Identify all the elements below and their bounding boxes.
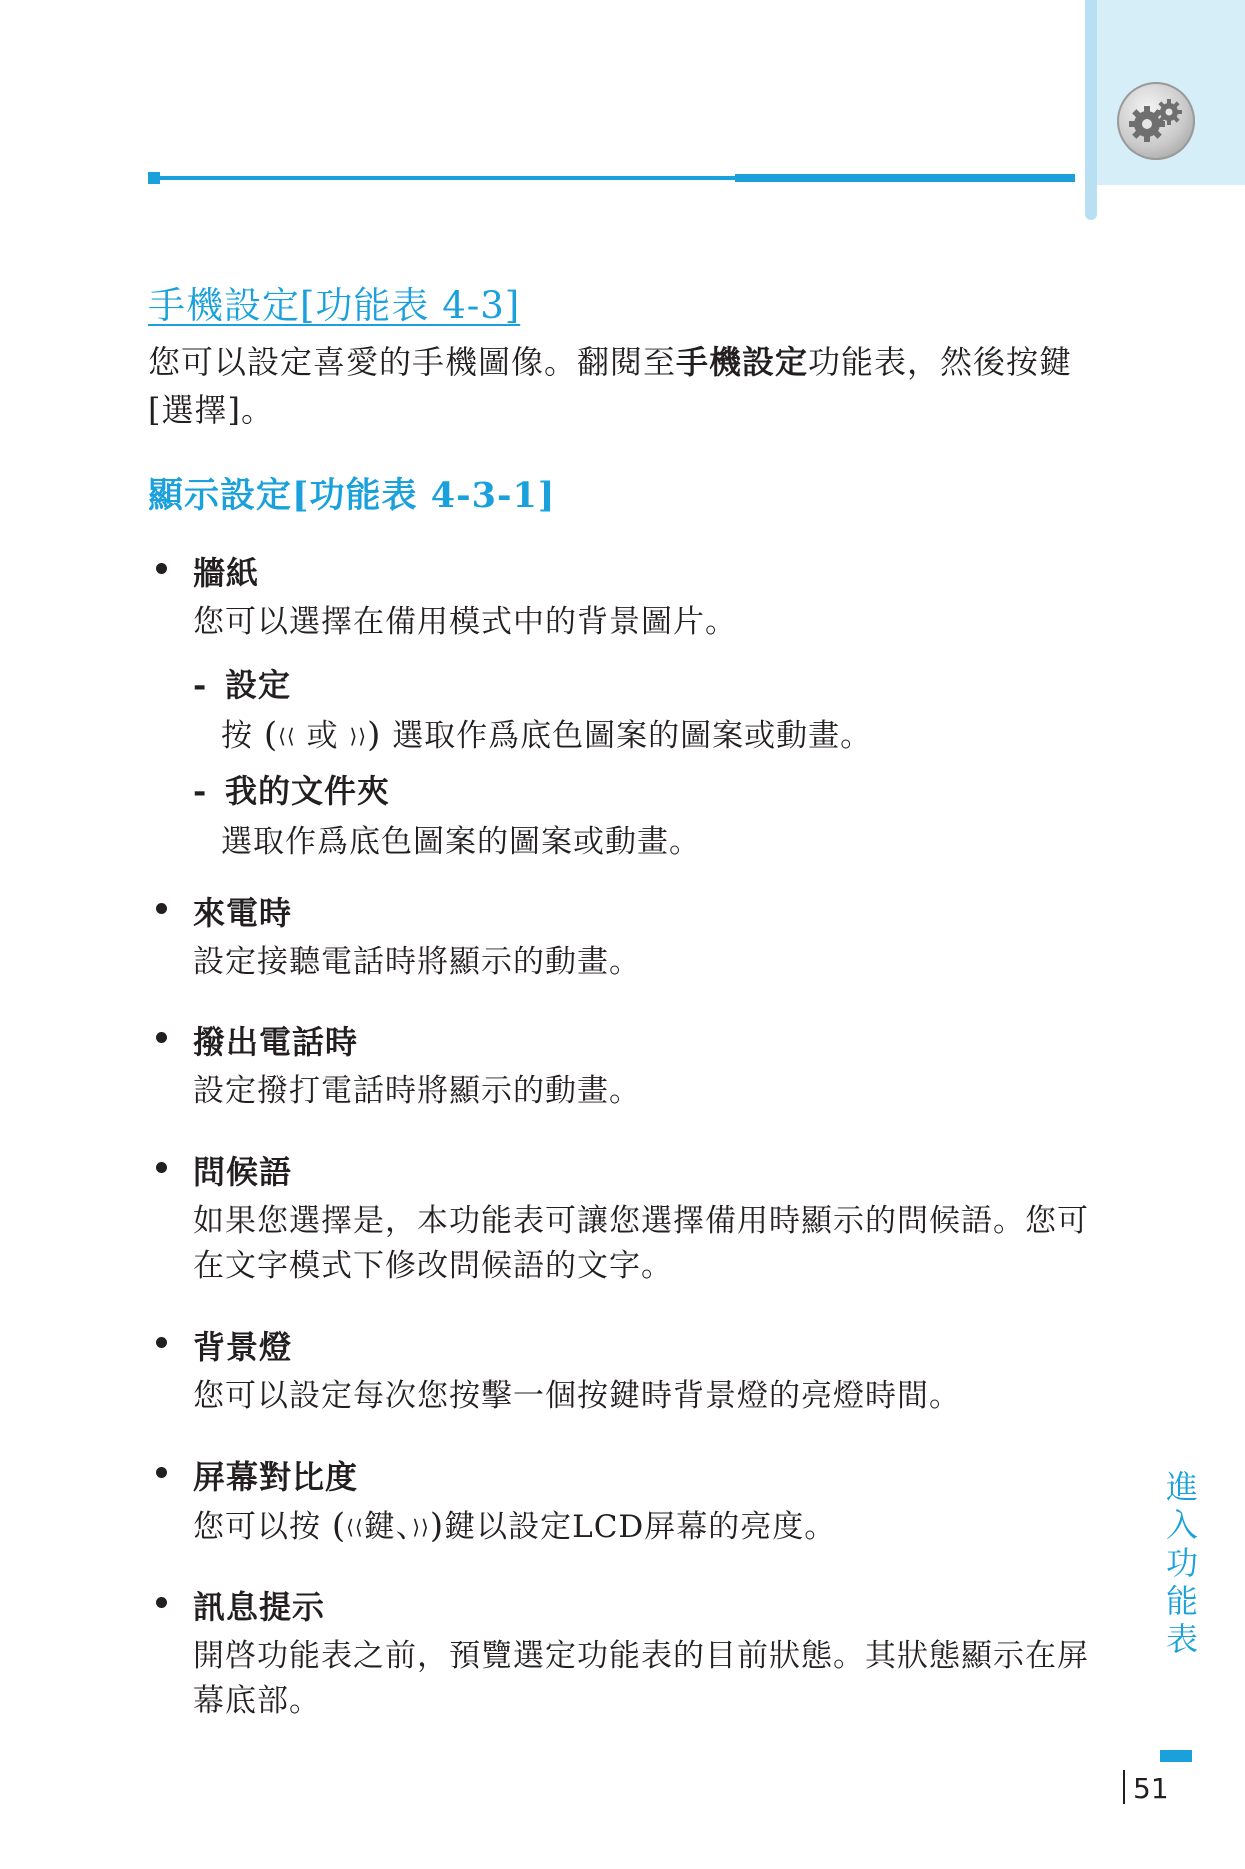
item-title: 撥出電話時 bbox=[193, 1023, 359, 1061]
nav-right-key-icon: ⟩⟩ bbox=[412, 1515, 430, 1539]
bullet bbox=[156, 1467, 167, 1478]
corner-tab-edge bbox=[1085, 0, 1097, 220]
nav-left-key-icon: ⟨⟨ bbox=[346, 1515, 364, 1539]
gear-icon bbox=[1117, 82, 1195, 160]
intro-bold: 手機設定 bbox=[676, 343, 809, 381]
bullet bbox=[156, 1032, 167, 1043]
nav-right-key-icon: ⟩⟩ bbox=[349, 724, 368, 748]
item-desc: 設定接聽電話時將顯示的動畫。 bbox=[193, 944, 641, 980]
bullet bbox=[156, 1162, 167, 1173]
item-desc: 如果您選擇是，本功能表可讓您選擇備用時顯示的問候語。您可在文字模式下修改問候語的文字。 bbox=[193, 1203, 1089, 1284]
sub-item-my-folder bbox=[193, 766, 1093, 860]
page-number-bar bbox=[1160, 1750, 1192, 1762]
bullet bbox=[156, 903, 167, 914]
page-number: 51 bbox=[1133, 1772, 1169, 1805]
sub-item-title bbox=[193, 660, 1093, 706]
dash: - bbox=[193, 666, 208, 704]
intro-suffix: 功能表，然後按鍵 [選擇]。 bbox=[148, 343, 1073, 429]
sep-text: 鍵、 bbox=[363, 1509, 413, 1545]
item-desc: 您可以設定每次您按擊一個按鍵時背景燈的亮燈時間。 bbox=[193, 1378, 961, 1414]
item-title: 問候語 bbox=[193, 1153, 293, 1191]
section-title: 手機設定[功能表 4-3] bbox=[148, 284, 521, 327]
section-intro bbox=[148, 338, 1108, 434]
item-desc: 開啓功能表之前，預覽選定功能表的目前狀態。其狀態顯示在屏幕底部。 bbox=[193, 1638, 1089, 1719]
sub-title-text: 設定 bbox=[225, 666, 292, 704]
item-title: 訊息提示 bbox=[193, 1588, 326, 1626]
item-desc: 您可以選擇在備用模式中的背景圖片。 bbox=[193, 604, 737, 640]
sub-item-title bbox=[193, 766, 1093, 812]
item-title: 牆紙 bbox=[193, 554, 260, 592]
page-number-divider bbox=[1123, 1770, 1125, 1804]
sub-item-desc: 選取作爲底色圖案的圖案或動畫。 bbox=[221, 824, 701, 860]
header-rule-thin bbox=[148, 176, 738, 180]
bullet bbox=[156, 563, 167, 574]
subsection-title: 顯示設定[功能表 4-3-1] bbox=[148, 475, 556, 516]
or-text: 或 bbox=[306, 718, 339, 754]
bullet bbox=[156, 1337, 167, 1348]
chapter-side-label: 進入功能表 bbox=[1161, 1470, 1199, 1660]
intro-prefix: 您可以設定喜愛的手機圖像。翻閱至 bbox=[148, 343, 677, 381]
sub-title-text: 我的文件夾 bbox=[225, 772, 391, 810]
item-title: 來電時 bbox=[193, 894, 293, 932]
sub-item-desc: 按 (⟨⟨ 或 ⟩⟩) 選取作爲底色圖案的圖案或動畫。 bbox=[221, 715, 873, 755]
sub-item-set bbox=[193, 660, 1093, 755]
item-title: 屏幕對比度 bbox=[193, 1458, 359, 1496]
item-desc: 您可以按 (⟨⟨鍵、⟩⟩)鍵以設定LCD屏幕的亮度。 bbox=[193, 1506, 837, 1546]
dash: - bbox=[193, 772, 208, 810]
desc-prefix: 您可以按 bbox=[193, 1509, 321, 1545]
desc-suffix: 選取作爲底色圖案的圖案或動畫。 bbox=[392, 718, 873, 754]
bullet bbox=[156, 1597, 167, 1608]
header-rule-thick bbox=[735, 174, 1075, 182]
desc-suffix: 鍵以設定LCD屏幕的亮度。 bbox=[444, 1509, 837, 1545]
desc-prefix: 按 bbox=[221, 718, 253, 754]
item-desc: 設定撥打電話時將顯示的動畫。 bbox=[193, 1073, 641, 1109]
nav-left-key-icon: ⟨⟨ bbox=[278, 724, 296, 748]
item-title: 背景燈 bbox=[193, 1328, 293, 1366]
